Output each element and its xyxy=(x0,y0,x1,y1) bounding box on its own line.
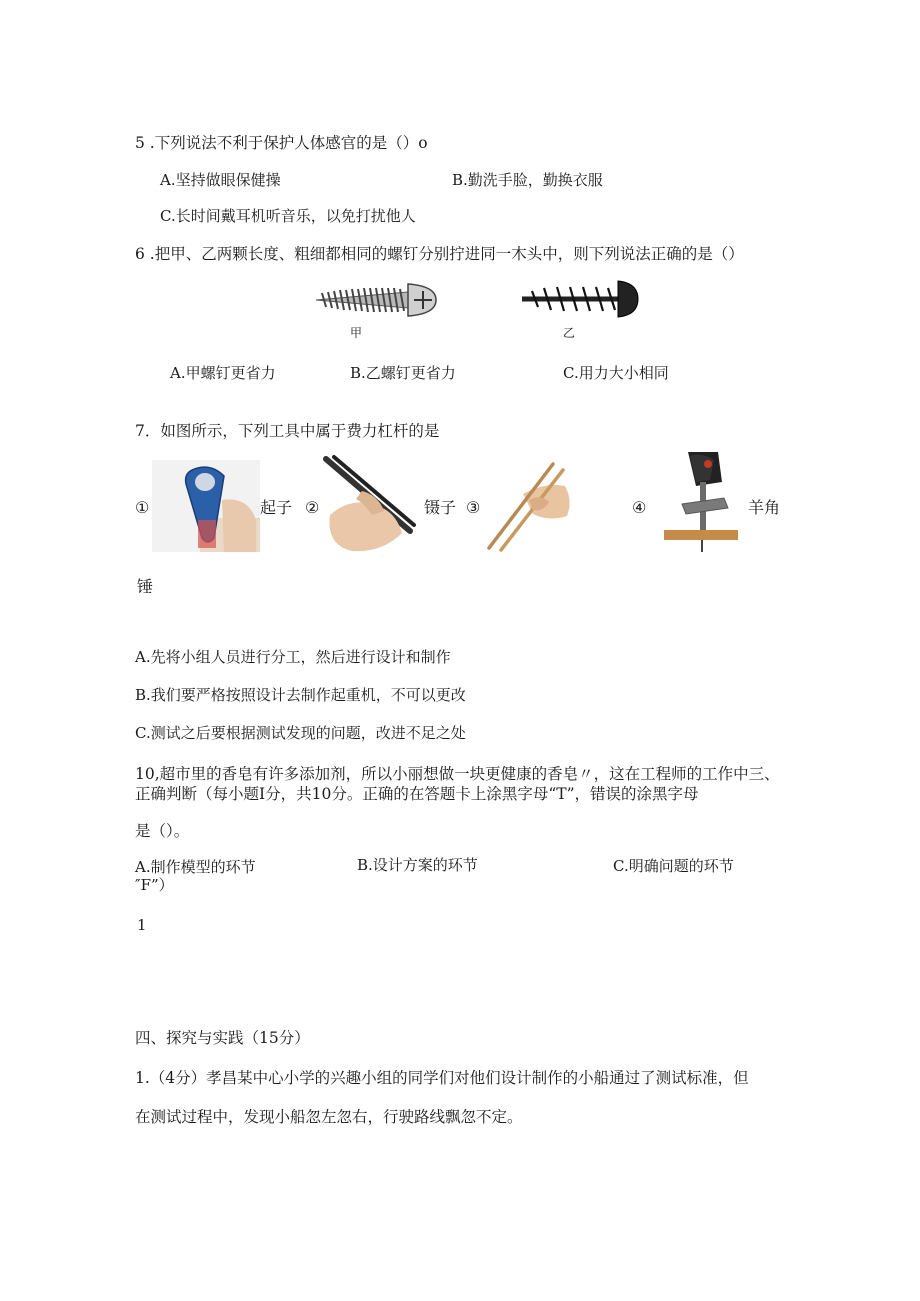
screw-yi-image xyxy=(518,278,640,320)
tool-2-label: 镊子 xyxy=(424,498,457,517)
claw-hammer-image xyxy=(662,452,740,552)
q6-option-a: A.甲螺钉更省力 xyxy=(170,364,276,382)
screw-jia-label: 甲 xyxy=(350,326,363,340)
q5-stem: 5 .下列说法不利于保护人体感官的是（）o xyxy=(135,134,428,152)
q10-option-c: C.明确问题的环节 xyxy=(613,857,734,875)
q9-option-b: B.我们要严格按照设计去制作起重机，不可以更改 xyxy=(135,686,466,704)
section-4-title: 四、探究与实践（15分） xyxy=(135,1029,310,1047)
tool-4-label-b: 锤 xyxy=(137,577,154,596)
bottle-opener-image xyxy=(152,460,260,552)
q6-option-c: C.用力大小相同 xyxy=(563,364,669,382)
screw-jia-image xyxy=(308,280,440,320)
tool-4-number: ④ xyxy=(632,498,647,517)
tool-1-label: 起子 xyxy=(260,498,293,517)
tool-4-label-a: 羊角 xyxy=(748,498,781,517)
q10-line-2: 正确判断（每小题I分，共10分。正确的在答题卡上涂黑字母“T”，错误的涂黑字母 xyxy=(135,785,699,803)
q9-option-a: A.先将小组人员进行分工，然后进行设计和制作 xyxy=(135,648,451,666)
q5-option-b: B.勤洗手脸，勤换衣服 xyxy=(452,171,603,189)
q5-option-a: A.坚持做眼保健操 xyxy=(160,171,281,189)
q5-option-c: C.长时间戴耳机听音乐，以免打扰他人 xyxy=(160,207,416,225)
q6-stem: 6 .把甲、乙两颗长度、粗细都相同的螺钉分别拧进同一木头中，则下列说法正确的是（） xyxy=(135,245,744,263)
screw-yi-label: 乙 xyxy=(563,326,576,340)
page-number: 1 xyxy=(137,916,147,934)
q10-option-a: A.制作模型的环节 xyxy=(135,858,256,876)
chopsticks-image xyxy=(483,460,573,552)
section-4-q1-line-2: 在测试过程中，发现小船忽左忽右，行驶路线飘忽不定。 xyxy=(135,1108,523,1126)
q10-option-a-continued: ″F”） xyxy=(135,876,174,894)
tool-1-number: ① xyxy=(135,498,150,517)
q7-stem: 7．如图所示，下列工具中属于费力杠杆的是 xyxy=(135,422,440,440)
q6-option-b: B.乙螺钉更省力 xyxy=(350,364,456,382)
q9-option-c: C.测试之后要根据测试发现的问题，改进不足之处 xyxy=(135,724,466,742)
section-4-q1-line-1: 1.（4分）孝昌某中心小学的兴趣小组的同学们对他们设计制作的小船通过了测试标准，但 xyxy=(135,1069,749,1087)
tool-2-number: ② xyxy=(305,498,320,517)
q10-option-b: B.设计方案的环节 xyxy=(357,856,478,874)
tweezers-image xyxy=(322,455,424,555)
tool-3-number: ③ xyxy=(466,498,481,517)
q10-line-3: 是（）。 xyxy=(135,822,190,840)
q10-line-1: 10,超市里的香皂有许多添加剂，所以小丽想做一块更健康的香皂〃，这在工程师的工作中三、 xyxy=(135,765,780,783)
